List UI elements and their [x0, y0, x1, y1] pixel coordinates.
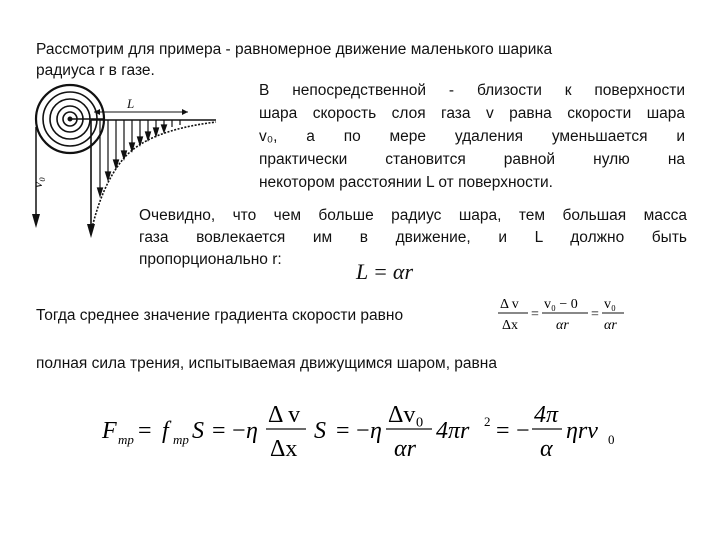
- intro-line-1: Рассмотрим для примера - равномерное движение маленького шарика: [36, 41, 553, 58]
- friction-F-sub: тр: [118, 432, 134, 447]
- L-arrow-right: [182, 109, 188, 115]
- near-surface-line-2: шара скорость слоя газа v равна скорости шара: [259, 105, 685, 122]
- gradient-f1-num: Δ v: [500, 297, 519, 312]
- near-surface-line-1: В непосредственной - близости к поверхности: [259, 82, 685, 99]
- friction-eq-4: =: [496, 418, 510, 444]
- gradient-f1-den: Δx: [502, 318, 519, 333]
- formula-L-rhs: αr: [392, 259, 414, 284]
- L-label: L: [127, 96, 135, 111]
- near-surface-line-5: некотором расстоянии L от поверхности.: [259, 174, 553, 191]
- formula-L: [356, 258, 413, 286]
- gradient-eq-1: =: [531, 307, 539, 322]
- friction-frac3-den: α: [540, 436, 553, 462]
- intro-line-2: радиуса r в газе.: [36, 62, 155, 79]
- friction-minus-1: −: [232, 418, 246, 444]
- friction-sq: 2: [484, 414, 491, 429]
- formula-L-eq: =: [374, 259, 387, 284]
- friction-f: f: [162, 418, 169, 444]
- friction-frac2-num: Δv₀: [388, 402, 424, 428]
- friction-tail-sub: 0: [608, 432, 615, 447]
- friction-f-sub: тр: [173, 432, 189, 447]
- obviously-line-1: Очевидно, что чем больше радиус шара, тем большая масса: [139, 207, 687, 224]
- friction-frac1-num: Δ v: [268, 402, 301, 428]
- friction-eq-3: =: [336, 418, 350, 444]
- gradient-eq-2: =: [591, 307, 599, 322]
- left-arrow-head: [32, 214, 40, 228]
- friction-eta-2: η: [370, 418, 382, 444]
- near-surface-line-4: практически становится равной нулю на: [259, 151, 685, 168]
- friction-4pir: 4πr: [436, 418, 470, 444]
- obviously-line-3: пропорционально r:: [139, 251, 282, 268]
- friction-S-2: S: [314, 418, 326, 444]
- friction-frac1-den: Δx: [270, 436, 298, 462]
- gradient-f2-den: αr: [556, 318, 569, 333]
- gradient-formula: [496, 291, 641, 341]
- gradient-text: Тогда среднее значение градиента скорости равно: [36, 307, 404, 324]
- friction-minus-2: −: [356, 418, 370, 444]
- gradient-f2-num: v₀ − 0: [544, 297, 578, 312]
- friction-eq-2: =: [212, 418, 226, 444]
- friction-formula: [100, 400, 620, 470]
- friction-frac2-den: αr: [394, 436, 416, 462]
- friction-F: F: [102, 418, 117, 444]
- near-surface-line-3: v₀, а по мере удаления уменьшается и: [259, 128, 685, 145]
- gradient-f3-den: αr: [604, 318, 617, 333]
- friction-text: полная сила трения, испытываемая движущимся шаром, равна: [36, 355, 497, 372]
- friction-frac3-num: 4π: [534, 402, 559, 428]
- friction-tail: ηrv: [566, 418, 598, 444]
- formula-L-lhs: L: [356, 259, 369, 284]
- v0-label: v₀: [31, 176, 46, 188]
- friction-eta-1: η: [246, 418, 258, 444]
- velocity-profile-diagram: [28, 82, 228, 252]
- friction-minus-3: −: [516, 418, 530, 444]
- obviously-line-2: газа вовлекается им в движение, и L должно быть: [139, 229, 687, 246]
- friction-S-1: S: [192, 418, 204, 444]
- gradient-f3-num: v₀: [604, 297, 616, 312]
- friction-eq-1: =: [138, 418, 152, 444]
